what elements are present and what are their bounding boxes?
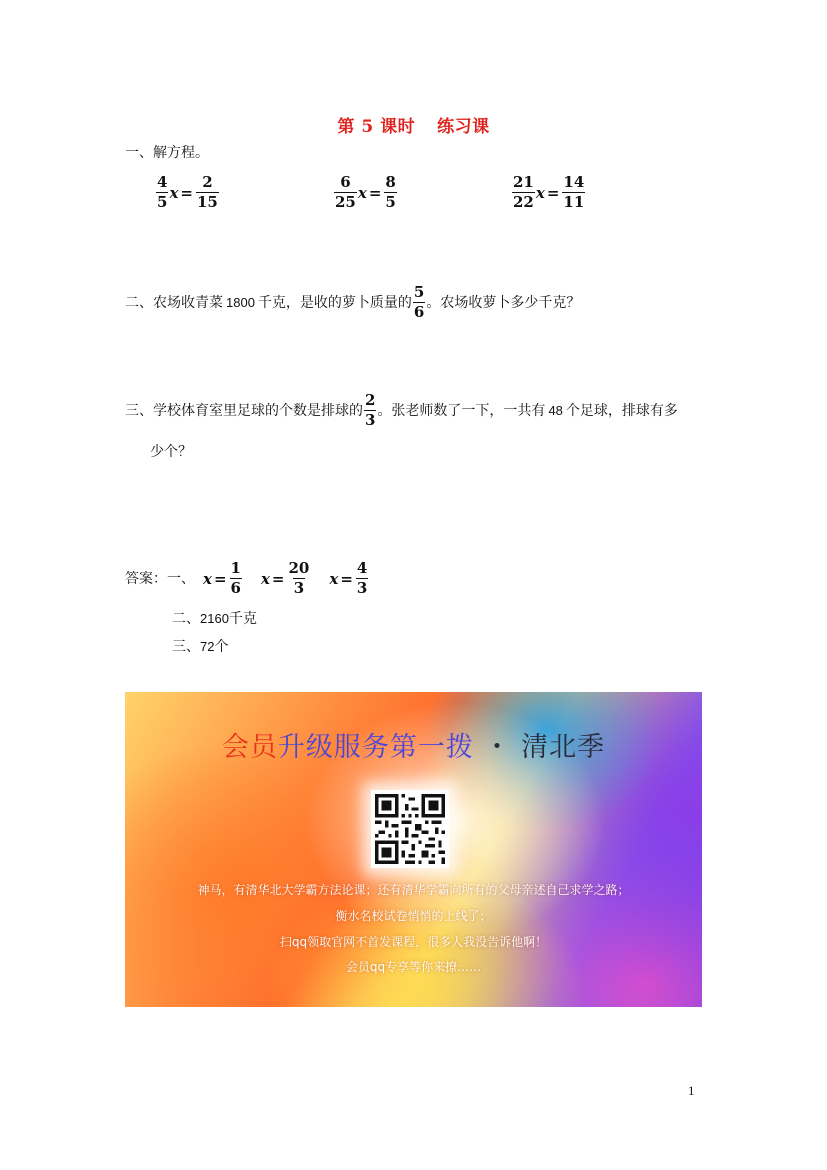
answer-3: x = $\frac{4}{3}$ — [329, 559, 368, 597]
lesson-number: 第 5 课时 — [337, 117, 416, 137]
page-number: 1 — [688, 1083, 695, 1098]
equation-2-rhs: $\frac{8}{5}$ — [385, 173, 396, 211]
qr-code-icon[interactable] — [371, 790, 449, 868]
banner-text-line1: 神马，有清华北大学霸方法论课；还有清华学霸向所有的父母亲述自己求学之路； — [197, 883, 630, 897]
equation-2-coefficient: $\frac{6}{25}$ — [335, 173, 356, 211]
banner-text-line3: 扫qq领取官网不首发课程，很多人我没告诉他啊！ — [279, 935, 548, 949]
section2-fraction: $\frac{5}{6}$ — [413, 283, 425, 321]
answers-line1: 答案：一、 x = $\frac{1}{6}$ x = $\frac{20}{3}$ x = $\frac{4}{3}$ — [125, 559, 368, 597]
equation-3: $\frac{21}{22}$ x = $\frac{14}{11}$ — [513, 173, 585, 211]
section2-question: 二、农场收青菜 1800 千克，是收的萝卜质量的 $\frac{5}{6}$ 。农场收萝卜多少千克？ — [125, 283, 581, 321]
equation-1-rhs: $\frac{2}{15}$ — [196, 173, 218, 211]
answer-1: x = $\frac{1}{6}$ — [203, 559, 241, 597]
equation-2: $\frac{6}{25}$ x = $\frac{8}{5}$ — [335, 173, 396, 211]
section3-question: 三、学校体育室里足球的个数是排球的 $\frac{2}{3}$ 。张老师数了一下，一共有 48 个足球，排球有多 — [125, 391, 678, 429]
answers-line2: 二、2160千克 — [172, 611, 257, 627]
equation-3-coefficient: $\frac{21}{22}$ — [513, 173, 534, 211]
section1-heading: 一、解方程。 — [125, 145, 209, 161]
equation-3-rhs: $\frac{14}{11}$ — [563, 173, 585, 211]
answer-2: x = $\frac{20}{3}$ — [260, 559, 310, 597]
lesson-title — [0, 112, 827, 137]
promo-banner[interactable] — [125, 692, 702, 1007]
section3-question-line2: 少个？ — [150, 444, 192, 460]
section3-fraction: $\frac{2}{3}$ — [365, 391, 376, 429]
banner-text-line4: 会员qq专享等你来撩…… — [345, 960, 482, 974]
banner-text-line2: 衡水名校试卷悄悄的上线了； — [335, 909, 492, 923]
banner-title: 会员升级服务第一拨 ・ 清北季 — [221, 732, 606, 763]
answers-line3: 三、72个 — [172, 639, 229, 655]
equation-1: $\frac{4}{5}$ x = $\frac{2}{15}$ — [157, 173, 218, 211]
equation-1-coefficient: $\frac{4}{5}$ — [157, 173, 168, 211]
lesson-name: 练习课 — [437, 117, 490, 137]
